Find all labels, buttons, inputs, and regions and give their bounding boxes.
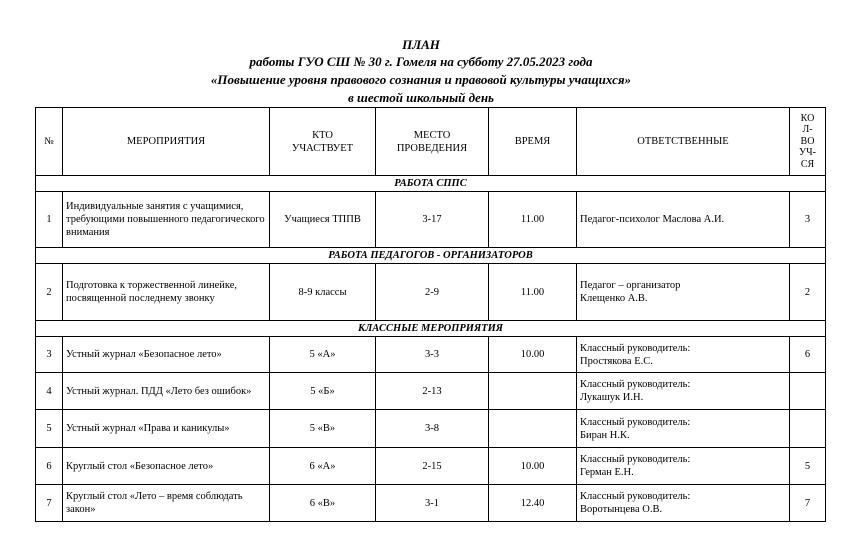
cell-place: 3-8 xyxy=(376,410,489,448)
cell-place: 2-9 xyxy=(376,264,489,321)
cell-num: 7 xyxy=(36,485,63,522)
cell-responsible: Классный руководитель: Лукашук И.Н. xyxy=(577,373,790,410)
cell-place: 3-3 xyxy=(376,337,489,373)
cell-responsible: Педагог – организатор Клещенко А.В. xyxy=(577,264,790,321)
plan-subtitle: работы ГУО СШ № 30 г. Гомеля на субботу 27.05.2023 года xyxy=(249,54,593,69)
cell-responsible: Классный руководитель: Простякова Е.С. xyxy=(577,337,790,373)
cell-responsible: Классный руководитель: Герман Е.Н. xyxy=(577,448,790,485)
cell-time: 10.00 xyxy=(489,337,577,373)
plan-title: ПЛАН xyxy=(402,37,440,52)
cell-event: Круглый стол «Лето – время соблюдать закон» xyxy=(63,485,270,522)
cell-place: 3-17 xyxy=(376,192,489,248)
cell-count: 3 xyxy=(790,192,826,248)
cell-time: 11.00 xyxy=(489,264,577,321)
cell-responsible: Классный руководитель: Биран Н.К. xyxy=(577,410,790,448)
cell-num: 6 xyxy=(36,448,63,485)
cell-who: 5 «В» xyxy=(270,410,376,448)
table-header xyxy=(36,108,826,176)
header-place: МЕСТО ПРОВЕДЕНИЯ xyxy=(376,108,489,176)
cell-time: 10.00 xyxy=(489,448,577,485)
section-title: РАБОТА СППС xyxy=(36,176,826,192)
cell-who: Учащиеся ТППВ xyxy=(270,192,376,248)
table-row xyxy=(36,373,826,410)
cell-event: Подготовка к торжественной линейке, посвященной последнему звонку xyxy=(63,264,270,321)
cell-place: 2-13 xyxy=(376,373,489,410)
cell-event: Устный журнал «Безопасное лето» xyxy=(63,337,270,373)
cell-responsible: Педагог-психолог Маслова А.И. xyxy=(577,192,790,248)
cell-count: 6 xyxy=(790,337,826,373)
table-row xyxy=(36,264,826,321)
cell-event: Круглый стол «Безопасное лето» xyxy=(63,448,270,485)
cell-num: 2 xyxy=(36,264,63,321)
cell-count xyxy=(790,373,826,410)
table-row xyxy=(36,448,826,485)
cell-time xyxy=(489,410,577,448)
cell-event: Устный журнал «Права и каникулы» xyxy=(63,410,270,448)
header-responsible: ОТВЕТСТВЕННЫЕ xyxy=(577,108,790,176)
cell-who: 6 «А» xyxy=(270,448,376,485)
header-event: МЕРОПРИЯТИЯ xyxy=(63,108,270,176)
section-row xyxy=(36,321,826,337)
header-time: ВРЕМЯ xyxy=(489,108,577,176)
cell-who: 8-9 классы xyxy=(270,264,376,321)
cell-place: 2-15 xyxy=(376,448,489,485)
cell-time: 11.00 xyxy=(489,192,577,248)
section-title: РАБОТА ПЕДАГОГОВ - ОРГАНИЗАТОРОВ xyxy=(36,248,826,264)
cell-count: 7 xyxy=(790,485,826,522)
cell-responsible: Классный руководитель: Воротынцева О.В. xyxy=(577,485,790,522)
section-title: КЛАССНЫЕ МЕРОПРИЯТИЯ xyxy=(36,321,826,337)
plan-topic: «Повышение уровня правового сознания и правовой культуры учащихся» xyxy=(210,72,632,87)
section-row xyxy=(36,176,826,192)
cell-who: 5 «А» xyxy=(270,337,376,373)
table-row xyxy=(36,410,826,448)
cell-time: 12.40 xyxy=(489,485,577,522)
cell-who: 5 «Б» xyxy=(270,373,376,410)
header-count: КО Л- ВО УЧ- СЯ xyxy=(790,108,826,176)
plan-day: в шестой школьный день xyxy=(348,90,494,105)
cell-count: 5 xyxy=(790,448,826,485)
cell-event: Устный журнал. ПДД «Лето без ошибок» xyxy=(63,373,270,410)
cell-num: 3 xyxy=(36,337,63,373)
plan-table xyxy=(35,107,826,522)
cell-event: Индивидуальные занятия с учащимися, требующими повышенного педагогического внимания xyxy=(63,192,270,248)
cell-num: 4 xyxy=(36,373,63,410)
cell-count: 2 xyxy=(790,264,826,321)
cell-place: 3-1 xyxy=(376,485,489,522)
table-row xyxy=(36,337,826,373)
section-row xyxy=(36,248,826,264)
cell-count xyxy=(790,410,826,448)
cell-num: 5 xyxy=(36,410,63,448)
cell-num: 1 xyxy=(36,192,63,248)
cell-time xyxy=(489,373,577,410)
table-row xyxy=(36,192,826,248)
cell-who: 6 «В» xyxy=(270,485,376,522)
header-num: № xyxy=(36,108,63,176)
table-row xyxy=(36,485,826,522)
header-who: КТО УЧАСТВУЕТ xyxy=(270,108,376,176)
